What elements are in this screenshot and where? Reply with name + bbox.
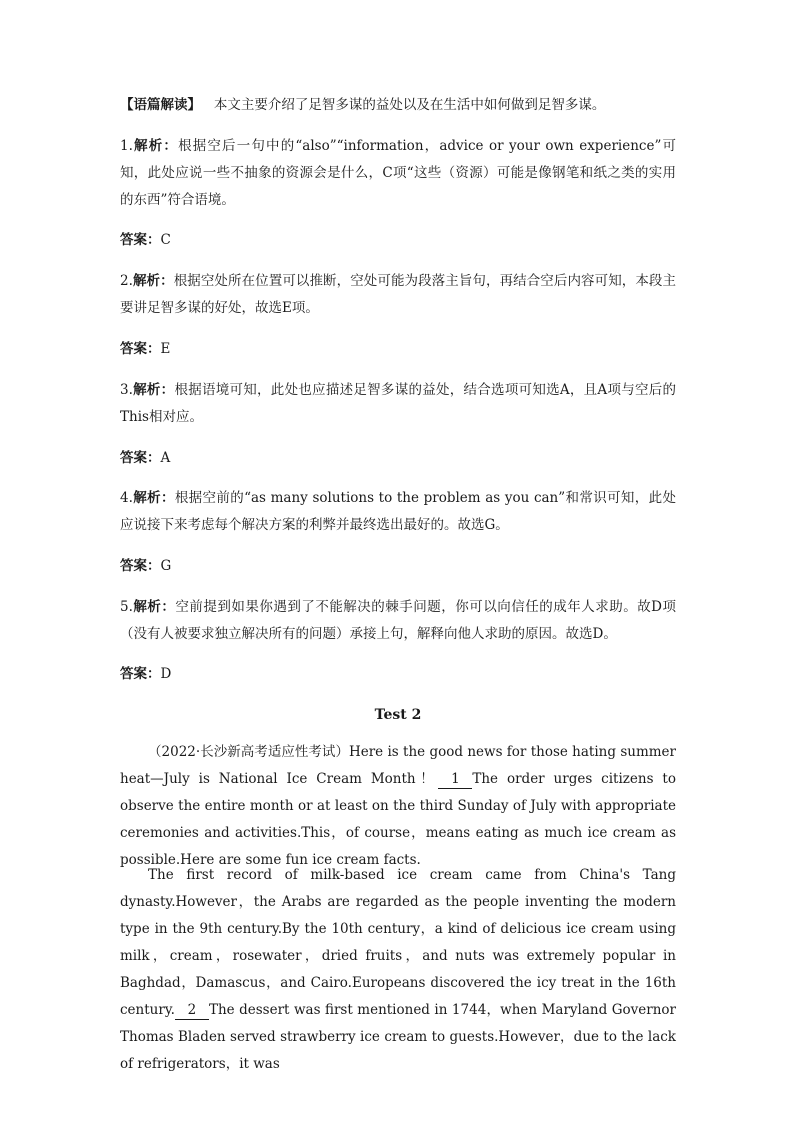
paragraph-text: （2022·长沙新高考适应性考试）Here is the good news for those hating summer heat—July is National Ice Cream Month！ [120, 744, 676, 787]
answer-3 [120, 445, 676, 472]
summary-text: 本文主要介绍了足智多谋的益处以及在生活中如何做到足智多谋。 [213, 97, 606, 113]
item-number: 1. [120, 138, 133, 154]
analysis-text: 根据空前的“as many solutions to the problem as you can”和常识可知，此处应说接下来考虑每个解决方案的利弊并最终选出最好的。故选G。 [120, 490, 677, 533]
answer-value: D [160, 666, 172, 682]
passage-summary [120, 92, 676, 119]
answer-value: G [160, 558, 172, 574]
answer-1 [120, 227, 676, 254]
paragraph-text: The first record of milk-based ice cream came from China's Tang dynasty.However，the Arabs are regarded as the people inventing the modern type in the 9th century.By the 10th century，a kind of delicious ice cream using milk，cream，rosewater，dried fruits，and nuts was extremely popular in Baghdad，Damascus，and Cairo.Europeans discovered the icy treat in the 16th century. [120, 867, 676, 1018]
answer-label: 答案： [120, 341, 161, 357]
summary-label: 【语篇解读】 [120, 97, 201, 113]
analysis-text: 根据空后一句中的“also”“information，advice or your own experience”可知，此处应说一些不抽象的资源会是什么，C项“这些（资源）可能是像钢笔和纸之类的实用的东西”符合语境。 [120, 138, 677, 208]
answer-label: 答案： [120, 666, 161, 682]
analysis-text: 空前提到如果你遇到了不能解决的棘手问题，你可以向信任的成年人求助。故D项（没有人被要求独立解决所有的问题）承接上句，解释向他人求助的原因。故选D。 [120, 599, 677, 642]
explanation-3 [120, 377, 676, 431]
explanation-2 [120, 268, 676, 322]
answer-2 [120, 336, 676, 363]
item-number: 4. [120, 490, 133, 506]
answer-5 [120, 661, 676, 688]
analysis-text: 根据语境可知，此处也应描述足智多谋的益处，结合选项可知选A，且A项与空后的This相对应。 [120, 382, 676, 425]
answer-value: A [160, 450, 171, 466]
analysis-label: 解析： [132, 382, 175, 398]
item-number: 5. [120, 599, 133, 615]
reading-paragraph-2 [120, 862, 676, 1078]
blank-2[interactable]: 2 [175, 1001, 209, 1020]
reading-paragraph-1 [120, 739, 676, 874]
item-number: 2. [120, 273, 133, 289]
blank-1[interactable]: 1 [438, 770, 472, 789]
explanation-4 [120, 485, 676, 539]
analysis-text: 根据空处所在位置可以推断，空处可能为段落主旨句，再结合空后内容可知，本段主要讲足智多谋的好处，故选E项。 [120, 273, 677, 316]
analysis-label: 解析： [132, 138, 179, 154]
analysis-label: 解析： [132, 490, 175, 506]
answer-label: 答案： [120, 232, 161, 248]
answer-label: 答案： [120, 558, 161, 574]
answer-4 [120, 553, 676, 580]
answer-value: C [160, 232, 171, 248]
section-title: Test 2 [374, 707, 422, 723]
analysis-label: 解析： [132, 273, 174, 289]
explanation-5 [120, 594, 676, 648]
paragraph-text: The order urges citizens to observe the entire month or at least on the third Sunday of July with appropriate ceremonies and activities.This，of course，means eating as much ice cream as possible.Here are some fun ice cream facts. [120, 771, 676, 868]
item-number: 3. [120, 382, 133, 398]
paragraph-text: The dessert was first mentioned in 1744，when Maryland Governor Thomas Bladen served strawberry ice cream to guests.However，due to the lack of refrigerators，it was [120, 1002, 676, 1072]
explanation-1 [120, 133, 676, 214]
analysis-label: 解析： [132, 599, 176, 615]
answer-value: E [160, 341, 171, 357]
answer-label: 答案： [120, 450, 161, 466]
